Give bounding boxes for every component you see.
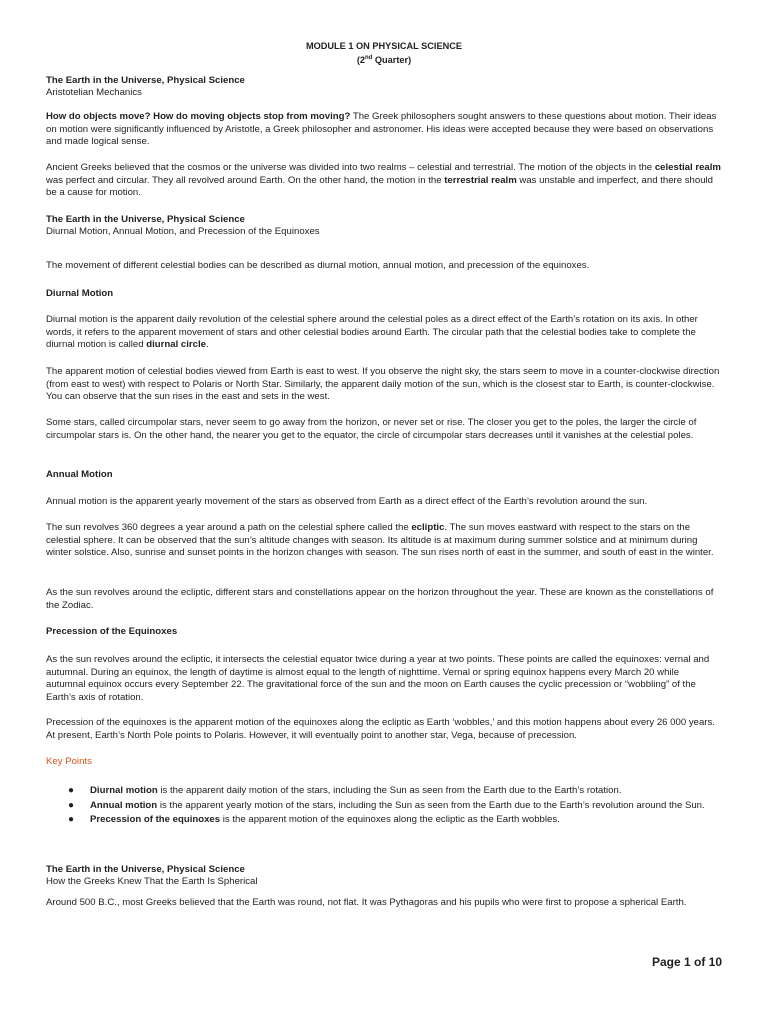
section-subheading: How the Greeks Knew That the Earth Is Spherical — [46, 876, 258, 887]
page-number: Page 1 of 10 — [651, 955, 722, 969]
bullet-icon: ● — [68, 814, 75, 826]
quarter-label: (2nd Quarter) — [356, 55, 412, 66]
list-item: ● Diurnal motion is the apparent daily motion of the stars, including the Sun as seen from the Earth due to the Earth’s rotation. — [68, 785, 622, 796]
section-heading: The Earth in the Universe, Physical Science — [46, 214, 245, 225]
list-item: ● Annual motion is the apparent yearly motion of the stars, including the Sun as seen from the Earth due to the Earth’s revolution around the Sun. — [68, 799, 705, 811]
key-points-heading: Key Points — [46, 756, 92, 767]
paragraph: How do objects move? How do moving objects stop from moving? The Greek philosophers sought answers to these questions about motion. Their ideas on motion were significantly influenced by Aristotle, a Greek philosopher and astronomer. His ideas were accepted because they were based on observations and made logical sense. — [46, 111, 717, 148]
subsection-heading: Precession of the Equinoxes — [46, 626, 178, 637]
key-points-list — [46, 785, 721, 829]
paragraph: Annual motion is the apparent yearly movement of the stars as observed from Earth as a direct effect of the Earth’s revolution around the sun. — [46, 496, 648, 507]
paragraph: As the sun revolves around the ecliptic, it intersects the celestial equator twice during a year at two points. These points are called the equinoxes: vernal and autumnal. During an equinox, the length of daytime is almost equal to the length of nighttime. Vernal or spring equinox happens every March 20 while autumnal equinox occurs every September 22. The gravitational force of the sun and the moon on Earth causes the cyclic precession or “wobbling” of the Earth’s axis of rotation. — [46, 654, 710, 703]
paragraph: The apparent motion of celestial bodies viewed from Earth is east to west. If you observe the night sky, the stars seem to move in a counter-clockwise direction (from east to west) with respect to Polaris or North Star. Similarly, the apparent daily motion of the sun, which is the closest star to Earth, is counter-clockwise. You can observe that the sun rises in the east and sets in the west. — [46, 366, 720, 403]
paragraph: Ancient Greeks believed that the cosmos or the universe was divided into two realms – celestial and terrestrial. The motion of the objects in the celestial realm was perfect and circular. They all revolved around Earth. On the other hand, the motion in the terrestrial realm was unstable and imperfect, and there should be a cause for motion. — [46, 162, 721, 199]
subsection-heading: Diurnal Motion — [46, 288, 114, 299]
module-title: MODULE 1 ON PHYSICAL SCIENCE — [305, 41, 463, 51]
paragraph: Around 500 B.C., most Greeks believed that the Earth was round, not flat. It was Pythagoras and his pupils who were first to propose a spherical Earth. — [46, 897, 687, 908]
bullet-icon: ● — [68, 785, 75, 796]
section-subheading: Diurnal Motion, Annual Motion, and Precession of the Equinoxes — [46, 226, 320, 237]
paragraph: Precession of the equinoxes is the apparent motion of the equinoxes along the ecliptic as Earth ‘wobbles,’ and this motion happens about every 26 000 years. At present, Earth’s North Pole points to Polaris. However, it will eventually point to another star, Vega, because of precession. — [46, 717, 715, 741]
paragraph: The movement of different celestial bodies can be described as diurnal motion, annual motion, and precession of the equinoxes. — [46, 260, 590, 271]
paragraph: Some stars, called circumpolar stars, never seem to go away from the horizon, or never set or rise. The closer you get to the poles, the larger the circle of circumpolar stars is. On the other hand, the nearer you get to the equator, the circle of circumpolar stars decreases until it vanishes at the celestial poles. — [46, 417, 697, 441]
paragraph: The sun revolves 360 degrees a year around a path on the celestial sphere called the ecliptic. The sun moves eastward with respect to the stars on the celestial sphere. It can be observed that the sun’s altitude changes with season. Its altitude is at maximum during summer solstice and at minimum during winter solstice. Also, sunrise and sunset points in the horizon changes with season. The sun rises north of east in the summer, and south of east in the winter. — [46, 522, 714, 559]
paragraph: Diurnal motion is the apparent daily revolution of the celestial sphere around the celestial poles as a direct effect of the Earth’s rotation on its axis. In other words, it refers to the apparent movement of stars and other celestial bodies around Earth. The circular path that the celestial bodies take to complete the diurnal motion is called diurnal circle. — [46, 314, 698, 351]
section-heading: The Earth in the Universe, Physical Science — [46, 864, 245, 875]
bullet-icon: ● — [68, 799, 75, 811]
paragraph: As the sun revolves around the ecliptic, different stars and constellations appear on the horizon throughout the year. These are known as the constellations of the Zodiac. — [46, 587, 714, 611]
section-heading: The Earth in the Universe, Physical Science — [46, 75, 245, 86]
section-subheading: Aristotelian Mechanics — [46, 87, 142, 98]
list-item: ● Precession of the equinoxes is the apparent motion of the equinoxes along the ecliptic as the Earth wobbles. — [68, 814, 560, 826]
subsection-heading: Annual Motion — [46, 469, 113, 480]
